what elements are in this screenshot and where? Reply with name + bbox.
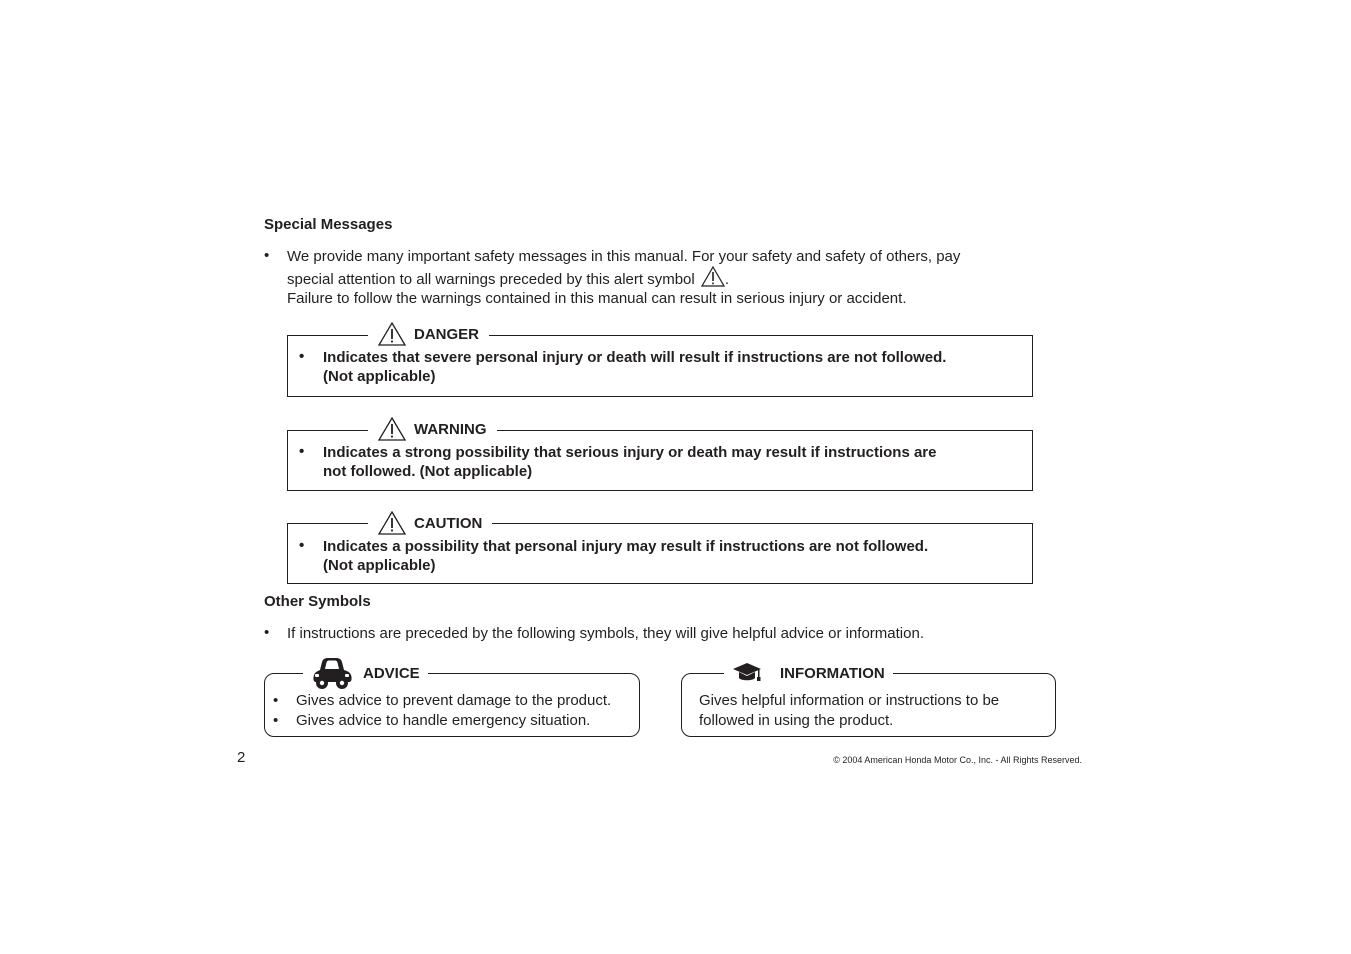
advice-text (296, 691, 611, 731)
advice-title-label: ADVICE (363, 664, 420, 682)
warning-line-2: not followed. (Not applicable) (323, 463, 533, 480)
alert-triangle-icon (378, 511, 406, 535)
alert-triangle-icon (378, 322, 406, 346)
danger-line-1: Indicates that severe personal injury or death will result if instructions are not followed. (323, 349, 947, 366)
section-heading-other-symbols: Other Symbols (264, 593, 371, 610)
warning-box (287, 420, 1033, 491)
caution-title-label: CAUTION (414, 514, 483, 532)
danger-box (287, 325, 1033, 397)
warning-title (368, 417, 497, 441)
bullet: • (264, 247, 270, 264)
information-text (699, 691, 999, 731)
danger-title (368, 322, 489, 346)
special-messages-intro (287, 247, 960, 308)
page-number: 2 (237, 749, 246, 766)
intro-line-1: We provide many important safety messages in this manual. For your safety and safety of others, pay (287, 248, 961, 265)
intro-line-2 (287, 266, 960, 289)
bullet: • (264, 624, 270, 641)
caution-line-1: Indicates a possibility that personal injury may result if instructions are not followed. (323, 538, 929, 555)
advice-box (264, 664, 640, 737)
other-symbols-intro: If instructions are preceded by the following symbols, they will give helpful advice or information. (287, 625, 924, 642)
danger-line-2: (Not applicable) (323, 368, 436, 385)
intro-line-3: Failure to follow the warnings contained in this manual can result in serious injury or accident. (287, 290, 907, 307)
intro-line-2-text: special attention to all warnings preceded by this alert symbol (287, 271, 695, 288)
car-icon (311, 656, 353, 690)
bullet: • (299, 537, 305, 554)
advice-item-2: Gives advice to handle emergency situation. (296, 712, 591, 729)
advice-bullets: • • (273, 692, 279, 729)
warning-line-1: Indicates a strong possibility that serious injury or death may result if instructions are (323, 444, 937, 461)
information-line-2: followed in using the product. (699, 712, 894, 729)
danger-text (323, 348, 946, 386)
bullet: • (299, 348, 305, 365)
alert-triangle-icon (701, 266, 725, 287)
information-title-label: INFORMATION (780, 664, 885, 682)
intro-period: . (724, 271, 730, 288)
caution-text (323, 537, 928, 575)
information-box (681, 664, 1056, 737)
advice-title (303, 656, 428, 690)
warning-text (323, 443, 936, 481)
information-title (724, 656, 893, 690)
section-heading-special-messages: Special Messages (264, 216, 393, 233)
caution-line-2: (Not applicable) (323, 557, 436, 574)
advice-item-1: Gives advice to prevent damage to the product. (296, 692, 612, 709)
graduation-cap-icon (732, 662, 762, 684)
caution-title (368, 511, 492, 535)
information-line-1: Gives helpful information or instructions to be (699, 692, 1000, 709)
alert-triangle-icon (378, 417, 406, 441)
caution-box (287, 514, 1033, 584)
warning-title-label: WARNING (414, 420, 487, 438)
copyright-notice: © 2004 American Honda Motor Co., Inc. - All Rights Reserved. (833, 755, 1082, 765)
bullet: • (299, 443, 305, 460)
danger-title-label: DANGER (414, 325, 480, 343)
